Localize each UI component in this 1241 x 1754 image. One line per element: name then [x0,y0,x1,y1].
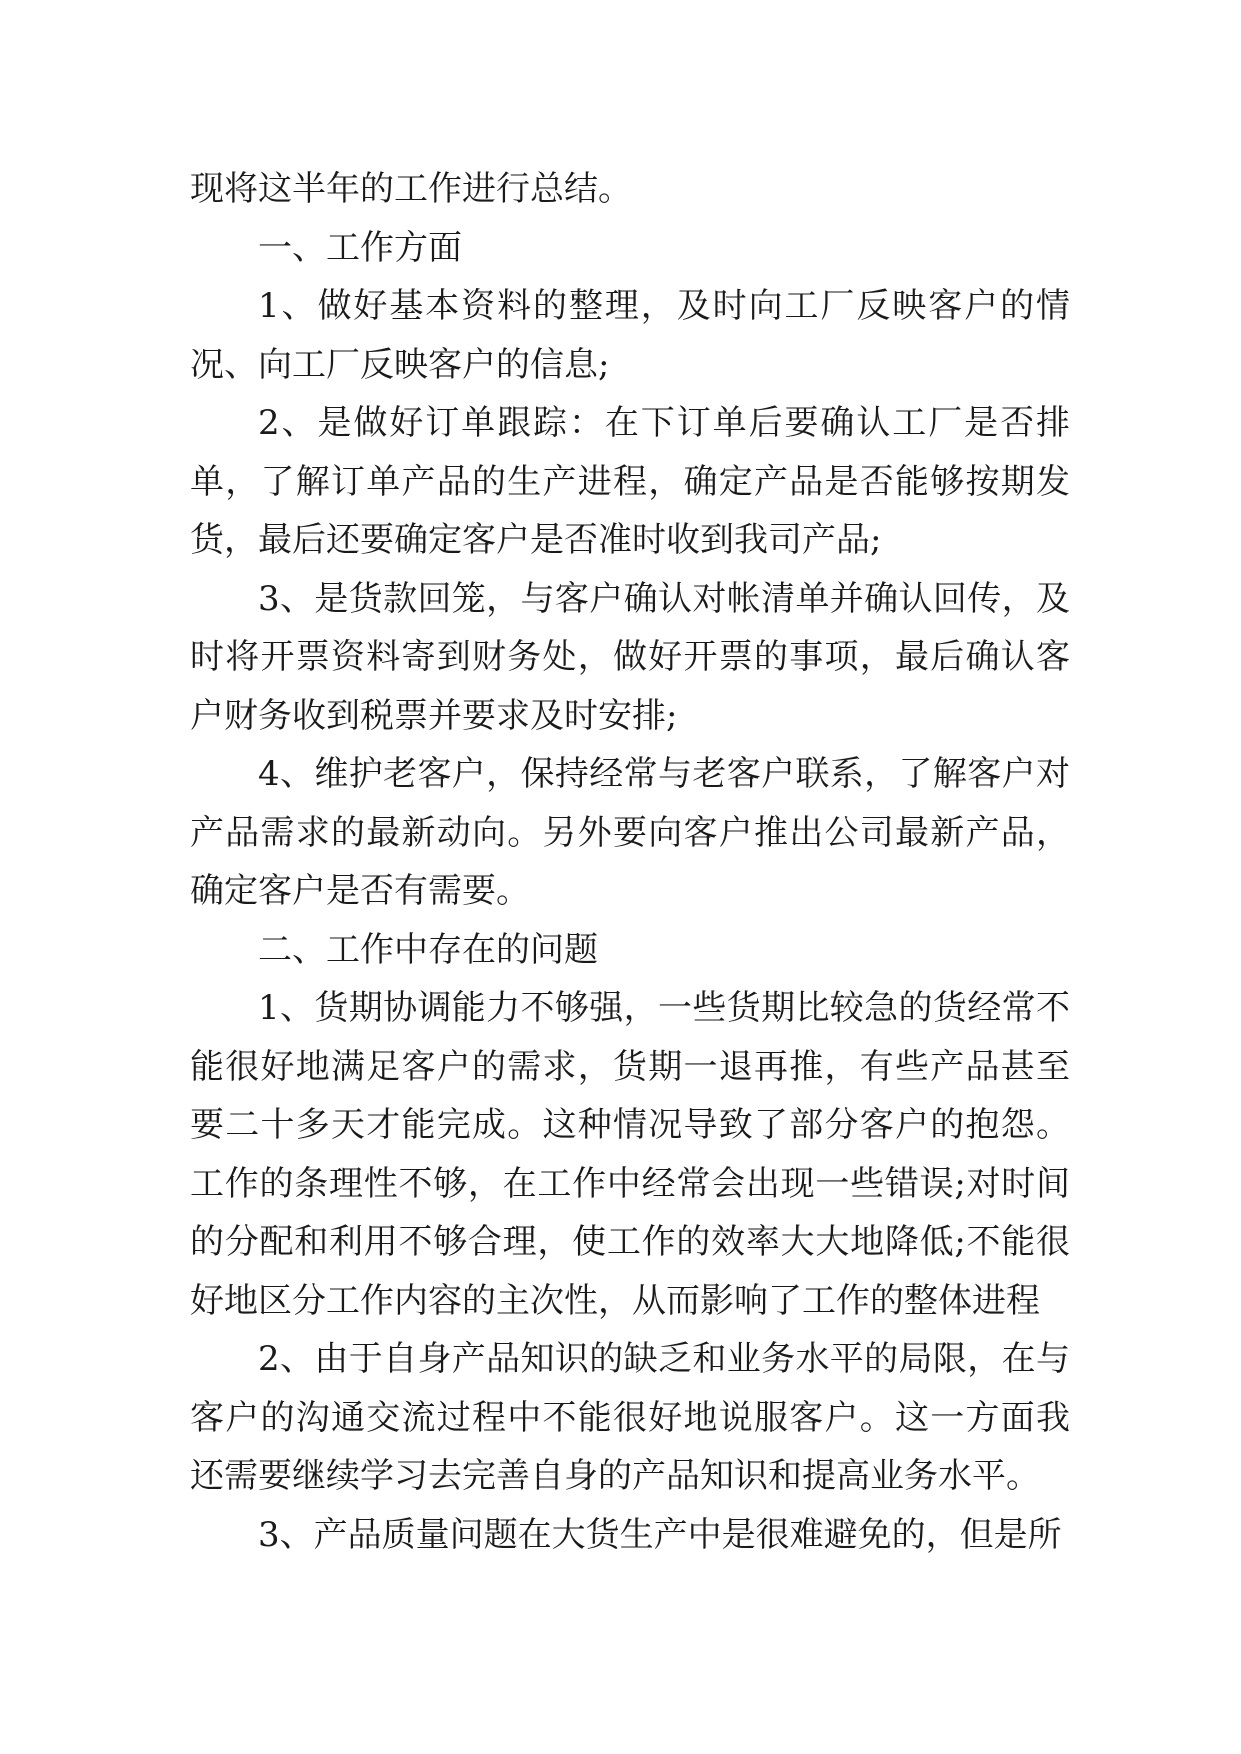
paragraph-work-3: 3、是货款回笼，与客户确认对帐清单并确认回传，及时将开票资料寄到财务处，做好开票的事项，最后确认客户财务收到税票并要求及时安排; [190,578,1070,736]
document-body [190,160,1070,1564]
paragraph-problem-2: 2、由于自身产品知识的缺乏和业务水平的局限，在与客户的沟通交流过程中不能很好地说服客户。这一方面我还需要继续学习去完善自身的产品知识和提高业务水平。 [190,1339,1070,1496]
section-heading-work: 一、工作方面 [258,227,462,268]
paragraph-problem-1: 1、货期协调能力不够强，一些货期比较急的货经常不能很好地满足客户的需求，货期一退再推，有些产品甚至要二十多天才能完成。这种情况导致了部分客户的抱怨。工作的条理性不够，在工作中经常会出现一些错误;对时间的分配和利用不够合理，使工作的效率大大地降低;不能很好地区分工作内容的主次性，从而影响了工作的整体进程 [190,988,1071,1321]
section-heading-problems: 二、工作中存在的问题 [258,929,598,970]
paragraph-problem-3: 3、产品质量问题在大货生产中是很难避免的，但是所 [258,1514,1062,1555]
paragraph-work-1: 1、做好基本资料的整理，及时向工厂反映客户的情况、向工厂反映客户的信息; [190,286,1070,385]
paragraph-intro: 现将这半年的工作进行总结。 [190,169,632,209]
paragraph-work-2: 2、是做好订单跟踪：在下订单后要确认工厂是否排单，了解订单产品的生产进程，确定产品是否能够按期发货，最后还要确定客户是否准时收到我司产品; [190,403,1070,560]
paragraph-work-4: 4、维护老客户，保持经常与老客户联系，了解客户对产品需求的最新动向。另外要向客户推出公司最新产品，确定客户是否有需要。 [190,754,1070,911]
